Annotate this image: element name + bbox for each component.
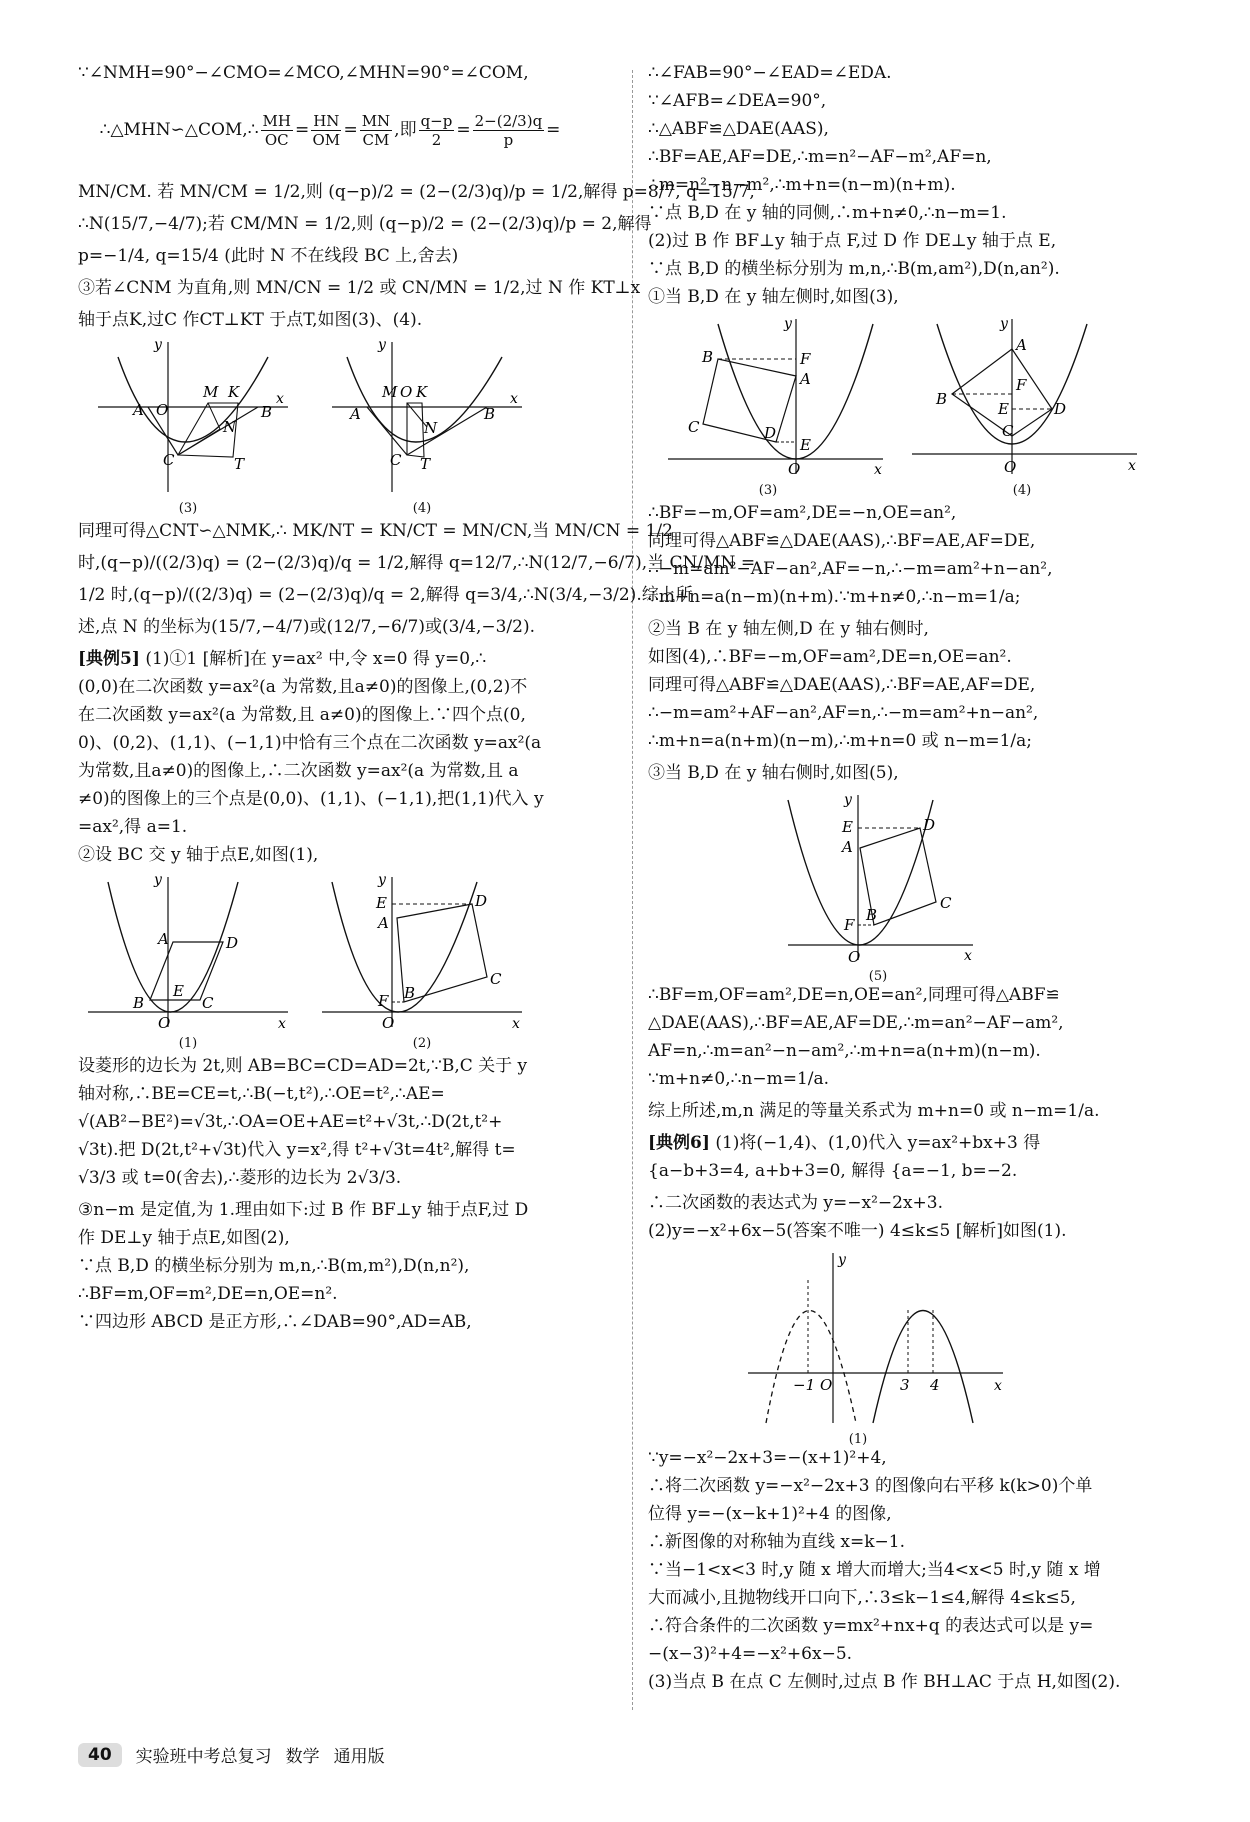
square-parabola-figure	[648, 314, 888, 479]
text-line: ≠0)的图像上的三个点是(0,0)、(1,1)、(−1,1),把(1,1)代入 y	[78, 789, 544, 809]
svg-text:B: B	[702, 348, 714, 366]
edition-label: 通用版	[333, 1747, 385, 1767]
text-line: {a−b+3=4, a+b+3=0, 解得 {a=−1, b=−2.	[648, 1161, 1018, 1181]
text-line: ③当 B,D 在 y 轴右侧时,如图(5),	[648, 763, 899, 783]
text-line: √3t).把 D(2t,t²+√3t)代入 y=x²,得 t²+√3t=4t²,解得 t=	[78, 1140, 516, 1160]
svg-text:B: B	[133, 994, 145, 1012]
svg-text:F: F	[1016, 376, 1027, 394]
text-line: 述,点 N 的坐标为(15/7,−4/7)或(12/7,−6/7)或(3/4,−3/2).	[78, 617, 536, 637]
text-line: ∵点 B,D 在 y 轴的同侧,∴m+n≠0,∴n−m=1.	[648, 203, 1007, 223]
text-line: 如图(4),∴BF=−m,OF=am²,DE=n,OE=an².	[648, 647, 1012, 667]
figure-4	[902, 314, 1142, 498]
text-line: ∴∠FAB=90°−∠EAD=∠EDA.	[648, 63, 892, 83]
text-line: −(x−3)²+4=−x²+6x−5.	[648, 1644, 853, 1664]
svg-text:M: M	[203, 383, 219, 401]
text-line: AF=n,∴m=an²−n−am²,∴m+n=a(n+m)(n−m).	[648, 1041, 1041, 1061]
svg-text:C: C	[940, 894, 952, 912]
svg-text:y: y	[378, 872, 386, 888]
text-line: ∵∠NMH=90°−∠CMO=∠MCO,∠MHN=90°=∠COM,	[78, 63, 529, 83]
svg-text:3: 3	[900, 1376, 910, 1394]
text-line: (3)当点 B 在点 C 左侧时,过点 B 作 BH⊥AC 于点 H,如图(2).	[648, 1672, 1121, 1692]
svg-text:B: B	[866, 906, 878, 924]
svg-text:N: N	[223, 418, 237, 436]
svg-text:A: A	[378, 914, 389, 932]
text-line: ∴BF=m,OF=am²,DE=n,OE=an²,同理可得△ABF≌	[648, 985, 1060, 1005]
square-parabola-figure	[902, 314, 1142, 479]
square-parabola-figure	[778, 790, 978, 965]
figure-3	[648, 314, 888, 498]
svg-text:F: F	[378, 992, 389, 1010]
text-line: 位得 y=−(x−k+1)²+4 的图像,	[648, 1504, 892, 1524]
text-line: ∵∠AFB=∠DEA=90°,	[648, 91, 827, 111]
figure-caption: (1)	[848, 1432, 868, 1447]
text-line: 作 DE⊥y 轴于点E,如图(2),	[78, 1228, 290, 1248]
figure-caption: (4)	[1012, 483, 1032, 498]
svg-text:C: C	[1002, 422, 1014, 440]
text-line: √3/3 或 t=0(舍去),∴菱形的边长为 2√3/3.	[78, 1168, 402, 1188]
text-line: 轴于点K,过C 作CT⊥KT 于点T,如图(3)、(4).	[78, 310, 423, 330]
text-line: ∴△ABF≌△DAE(AAS),	[648, 119, 829, 139]
svg-text:O: O	[848, 948, 861, 965]
figure-1	[78, 872, 298, 1051]
svg-text:B: B	[404, 984, 416, 1002]
example-tag: [典例5]	[78, 649, 140, 669]
figure-caption: (1)	[178, 1036, 198, 1051]
text-line: 轴对称,∴BE=CE=t,∴B(−t,t²),∴OE=t²,∴AE=	[78, 1084, 445, 1104]
svg-text:y: y	[378, 337, 386, 353]
parabola-figure	[78, 337, 298, 497]
text-line: ∵y=−x²−2x+3=−(x+1)²+4,	[648, 1448, 887, 1468]
svg-text:C: C	[163, 451, 175, 469]
figure-caption: (2)	[412, 1036, 432, 1051]
svg-text:O: O	[1004, 458, 1017, 476]
text-line: ∵m+n≠0,∴n−m=1/a.	[648, 1069, 830, 1089]
svg-text:D: D	[923, 816, 936, 834]
svg-text:F: F	[844, 916, 855, 934]
svg-text:D: D	[226, 934, 239, 952]
text-line: ②设 BC 交 y 轴于点E,如图(1),	[78, 845, 319, 865]
text-line: ∵四边形 ABCD 是正方形,∴∠DAB=90°,AD=AB,	[78, 1312, 472, 1332]
svg-text:−1: −1	[793, 1376, 816, 1394]
text-line: ∴BF=m,OF=m²,DE=n,OE=n².	[78, 1284, 338, 1304]
svg-text:D: D	[1054, 400, 1067, 418]
svg-text:T: T	[420, 455, 431, 473]
book-title: 实验班中考总复习	[135, 1747, 272, 1767]
text-line: ∴N(15/7,−4/7);若 CM/MN = 1/2,则 (q−p)/2 = (2−(2/3)q)/p = 2,解得	[78, 214, 652, 234]
svg-text:C: C	[490, 970, 502, 988]
text-line: ∴BF=−m,OF=am²,DE=−n,OE=an²,	[648, 503, 957, 523]
page-footer	[78, 1742, 385, 1767]
svg-text:y: y	[154, 872, 162, 888]
page-number: 40	[78, 1743, 122, 1767]
svg-text:x: x	[874, 462, 882, 478]
svg-text:4: 4	[930, 1376, 940, 1394]
text-line: ②当 B 在 y 轴左侧,D 在 y 轴右侧时,	[648, 619, 929, 639]
svg-text:A: A	[350, 405, 361, 423]
svg-text:x: x	[512, 1016, 520, 1032]
text-line: MN/CM. 若 MN/CM = 1/2,则 (q−p)/2 = (2−(2/3)q)/p = 1/2,解得 p=8/7, q=15/7,	[78, 182, 755, 202]
text-line: p=−1/4, q=15/4 (此时 N 不在线段 BC 上,舍去)	[78, 246, 459, 266]
figure-caption: (4)	[412, 501, 432, 516]
text-line: 同理可得△ABF≌△DAE(AAS),∴BF=AE,AF=DE,	[648, 675, 1036, 695]
svg-text:B: B	[936, 390, 948, 408]
text-line: ∴二次函数的表达式为 y=−x²−2x+3.	[648, 1193, 944, 1213]
svg-text:O: O	[820, 1376, 833, 1394]
svg-text:O: O	[788, 460, 801, 478]
svg-text:y: y	[784, 316, 792, 332]
text-line: 1/2 时,(q−p)/((2/3)q) = (2−(2/3)q)/q = 2,解得 q=3/4,∴N(3/4,−3/2).综上所	[78, 585, 693, 605]
figure-3	[78, 337, 298, 516]
text-line: √(AB²−BE²)=√3t,∴OA=OE+AE=t²+√3t,∴D(2t,t²+	[78, 1112, 503, 1132]
svg-text:C: C	[390, 451, 402, 469]
figure-1	[738, 1248, 1018, 1447]
svg-text:x: x	[276, 391, 284, 407]
example-tag: [典例6]	[648, 1133, 710, 1153]
svg-text:x: x	[278, 1016, 286, 1032]
svg-text:N: N	[424, 419, 438, 437]
svg-text:O: O	[400, 383, 413, 401]
square-figure	[312, 872, 532, 1032]
figure-row-1-2	[78, 872, 618, 1051]
svg-text:E: E	[173, 982, 184, 1000]
svg-text:O: O	[158, 1014, 171, 1032]
svg-text:y: y	[844, 792, 852, 808]
svg-text:x: x	[994, 1378, 1002, 1394]
svg-text:x: x	[510, 391, 518, 407]
text-line: 设菱形的边长为 2t,则 AB=BC=CD=AD=2t,∵B,C 关于 y	[78, 1056, 528, 1076]
text-line: ∴△MHN∽△COM,∴ $\frac{MH}{OC}$ = $\frac{HN}{OM}$ = $\frac{MN}{CM}$ ,即 $\frac{q-p}{2}$ = $\frac{2-(2/3)q}{p}$ =	[99, 112, 561, 149]
text-line: ∴m+n=a(n−m)(n+m).∵m+n≠0,∴n−m=1/a;	[648, 587, 1021, 607]
svg-text:A: A	[133, 401, 144, 419]
text-line: ③若∠CNM 为直角,则 MN/CN = 1/2 或 CN/MN = 1/2,过 N 作 KT⊥x	[78, 278, 641, 298]
text-line: (0,0)在二次函数 y=ax²(a 为常数,且a≠0)的图像上,(0,2)不	[78, 677, 528, 697]
svg-text:T: T	[234, 455, 245, 473]
text-line: (2)过 B 作 BF⊥y 轴于点 F,过 D 作 DE⊥y 轴于点 E,	[648, 231, 1057, 251]
svg-text:x: x	[1128, 458, 1136, 474]
text-line: [典例6] (1)将(−1,4)、(1,0)代入 y=ax²+bx+3 得	[648, 1133, 1041, 1153]
text-line: 为常数,且a≠0)的图像上,∴二次函数 y=ax²(a 为常数,且 a	[78, 761, 519, 781]
svg-text:y: y	[838, 1252, 846, 1268]
figure-2	[312, 872, 532, 1051]
svg-text:E: E	[842, 818, 853, 836]
svg-text:x: x	[964, 948, 972, 964]
svg-text:E: E	[998, 400, 1009, 418]
svg-text:E: E	[800, 436, 811, 454]
text-line: ∴BF=AE,AF=DE,∴m=n²−AF−m²,AF=n,	[648, 147, 992, 167]
text-line: 综上所述,m,n 满足的等量关系式为 m+n=0 或 n−m=1/a.	[648, 1101, 1100, 1121]
svg-text:y: y	[1000, 316, 1008, 332]
text-line: ∴−m=am²−AF−an²,AF=−n,∴−m=am²+n−an²,	[648, 559, 1053, 579]
figure-row-3-4	[78, 337, 618, 516]
figure-5	[778, 790, 1018, 984]
figure-caption: (5)	[868, 969, 888, 984]
text-line: △DAE(AAS),∴BF=AE,AF=DE,∴m=an²−AF−am²,	[648, 1013, 1064, 1033]
text-line: 0)、(0,2)、(1,1)、(−1,1)中恰有三个点在二次函数 y=ax²(a	[78, 733, 542, 753]
svg-text:C: C	[202, 994, 214, 1012]
text-line: 大而减小,且抛物线开口向下,∴3≤k−1≤4,解得 4≤k≤5,	[648, 1588, 1076, 1608]
text-line: ∵点 B,D 的横坐标分别为 m,n,∴B(m,m²),D(n,n²),	[78, 1256, 470, 1276]
text-line: [典例5] (1)①1 [解析]在 y=ax² 中,令 x=0 得 y=0,∴	[78, 649, 487, 669]
svg-text:A: A	[842, 838, 853, 856]
text-line: 同理可得△ABF≌△DAE(AAS),∴BF=AE,AF=DE,	[648, 531, 1036, 551]
svg-text:D: D	[764, 424, 777, 442]
svg-text:y: y	[154, 337, 162, 353]
svg-text:F: F	[800, 350, 811, 368]
svg-text:A: A	[800, 370, 811, 388]
svg-text:A: A	[1016, 336, 1027, 354]
figure-caption: (3)	[178, 501, 198, 516]
text-line: ∴m=n²−n−m²,∴m+n=(n−m)(n+m).	[648, 175, 956, 195]
text-line: ∴符合条件的二次函数 y=mx²+nx+q 的表达式可以是 y=	[648, 1616, 1094, 1636]
svg-text:A: A	[158, 930, 169, 948]
subject-label: 数学	[285, 1747, 320, 1767]
svg-text:K: K	[416, 383, 428, 401]
text-line: ∴将二次函数 y=−x²−2x+3 的图像向右平移 k(k>0)个单	[648, 1476, 1093, 1496]
figure-caption: (3)	[758, 483, 778, 498]
column-divider	[632, 70, 633, 1710]
svg-text:C: C	[688, 418, 700, 436]
text-line: ∴m+n=a(n+m)(n−m),∴m+n=0 或 n−m=1/a;	[648, 731, 1033, 751]
figure-4	[312, 337, 532, 516]
text-line: ∵点 B,D 的横坐标分别为 m,n,∴B(m,am²),D(n,an²).	[648, 259, 1060, 279]
text-line: 时,(q−p)/((2/3)q) = (2−(2/3)q)/q = 1/2,解得 q=12/7,∴N(12/7,−6/7),当 CN/MN =	[78, 553, 756, 573]
svg-text:D: D	[475, 892, 488, 910]
figure-row-3-4	[648, 314, 1188, 498]
text-line: ①当 B,D 在 y 轴左侧时,如图(3),	[648, 287, 899, 307]
text-line: =ax²,得 a=1.	[78, 817, 188, 837]
svg-text:B: B	[261, 403, 273, 421]
text-line: (2)y=−x²+6x−5(答案不唯一) 4≤k≤5 [解析]如图(1).	[648, 1221, 1067, 1241]
svg-text:E: E	[376, 894, 387, 912]
svg-text:M: M	[382, 383, 398, 401]
right-column	[648, 62, 1188, 1699]
text-line: ③n−m 是定值,为 1.理由如下:过 B 作 BF⊥y 轴于点F,过 D	[78, 1200, 529, 1220]
svg-text:O: O	[382, 1014, 395, 1032]
two-parabola-figure	[738, 1248, 1008, 1428]
text-line: 在二次函数 y=ax²(a 为常数,且 a≠0)的图像上.∵四个点(0,	[78, 705, 526, 725]
rhombus-figure	[78, 872, 298, 1032]
svg-text:O: O	[156, 401, 169, 419]
text-line: ∵当−1<x<3 时,y 随 x 增大而增大;当4<x<5 时,y 随 x 增	[648, 1560, 1101, 1580]
svg-text:K: K	[228, 383, 240, 401]
text-line: ∴新图像的对称轴为直线 x=k−1.	[648, 1532, 905, 1552]
parabola-figure	[312, 337, 532, 497]
text-line: 同理可得△CNT∽△NMK,∴ MK/NT = KN/CT = MN/CN,当 MN/CN = 1/2	[78, 521, 673, 541]
svg-text:B: B	[484, 405, 496, 423]
text-line: ∴−m=am²+AF−an²,AF=n,∴−m=am²+n−an²,	[648, 703, 1039, 723]
